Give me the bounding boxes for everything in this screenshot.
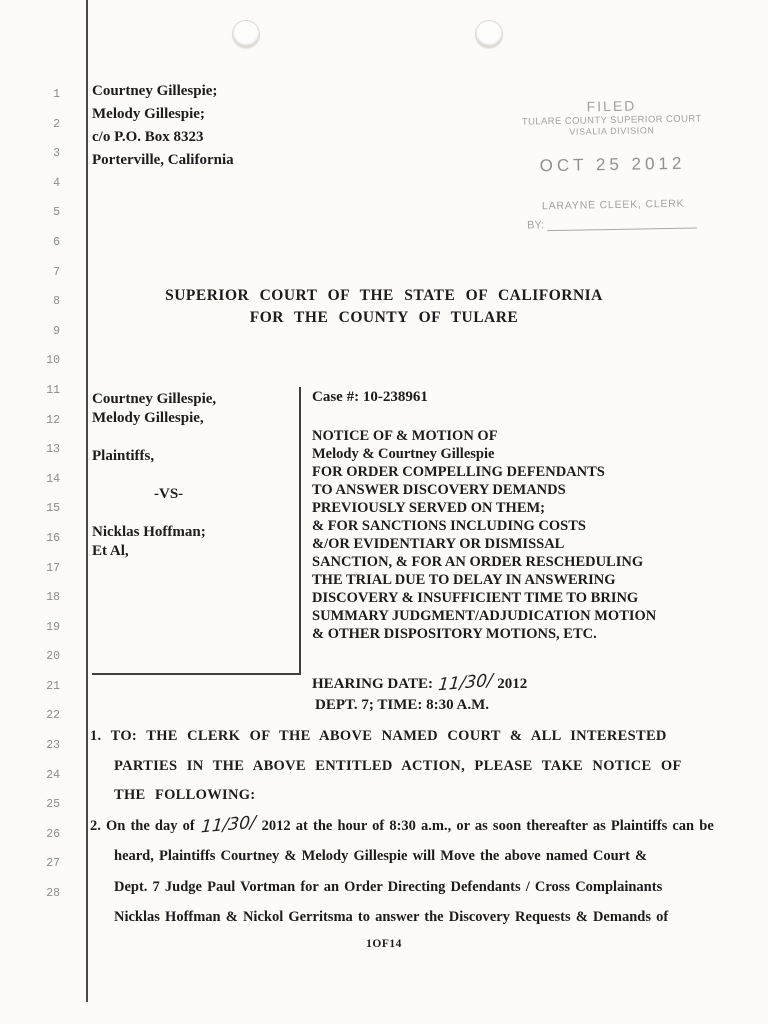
motion-title-line: Melody & Courtney Gillespie	[312, 446, 495, 462]
line-number: 21	[46, 679, 60, 693]
line-number: 9	[53, 324, 60, 338]
stamp-division: VISALIA DIVISION	[569, 125, 655, 137]
plaintiff-name: Courtney Gillespie,	[92, 391, 217, 407]
plaintiffs-label: Plaintiffs,	[92, 448, 155, 464]
line-number: 11	[46, 383, 60, 397]
p2-prefix: 2. On the day of	[90, 818, 195, 834]
line-number: 8	[53, 295, 60, 309]
hearing-date-label: HEARING DATE:	[312, 676, 433, 692]
court-title-line1: SUPERIOR COURT OF THE STATE OF CALIFORNIA	[165, 287, 603, 304]
notice-line	[90, 810, 738, 841]
line-number: 15	[46, 502, 60, 516]
address-line: Porterville, California	[92, 152, 234, 168]
stamp-by-row	[501, 216, 726, 232]
court-title-line2: FOR THE COUNTY OF TULARE	[249, 309, 519, 326]
motion-title-line: SANCTION, & FOR AN ORDER RESCHEDULING	[312, 554, 644, 570]
hearing-info	[312, 670, 528, 716]
motion-title-line: &/OR EVIDENTIARY OR DISMISSAL	[312, 536, 565, 552]
motion-title	[312, 427, 742, 643]
notice-line: 1. TO: THE CLERK OF THE ABOVE NAMED COURT & ALL INTERESTED	[90, 728, 667, 744]
motion-title-line: PREVIOUSLY SERVED ON THEM;	[312, 500, 546, 516]
line-number: 23	[46, 739, 60, 753]
address-line: c/o P.O. Box 8323	[92, 129, 204, 145]
motion-title-line: DISCOVERY & INSUFFICIENT TIME TO BRING	[312, 590, 639, 606]
defendant-names	[92, 523, 216, 561]
court-title	[0, 285, 768, 329]
hearing-dept-time-line: DEPT. 7; TIME: 8:30 A.M.	[315, 697, 490, 713]
line-number: 25	[46, 798, 60, 812]
p2-date-handwritten: 11/30/	[200, 812, 257, 838]
case-number: Case #: 10-238961	[312, 389, 428, 405]
pleading-margin-rule	[86, 0, 88, 1002]
line-number: 27	[46, 857, 60, 871]
pleading-line-numbers	[0, 80, 74, 909]
line-number: 14	[46, 472, 60, 486]
plaintiff-names	[92, 390, 216, 428]
address-line: Courtney Gillespie;	[92, 83, 218, 99]
stamp-filed-label: FILED	[586, 97, 637, 115]
page-number-footer: 1OF14	[366, 938, 402, 950]
caption-vertical-divider	[299, 387, 301, 675]
caption-spacer	[92, 504, 216, 523]
stamp-by-signature-line	[547, 218, 697, 232]
motion-title-line: SUMMARY JUDGMENT/ADJUDICATION MOTION	[312, 608, 657, 624]
motion-title-line: FOR ORDER COMPELLING DEFENDANTS	[312, 464, 605, 480]
notice-line: THE FOLLOWING:	[114, 787, 256, 804]
stamp-filed-date: OCT 25 2012	[539, 153, 686, 176]
notice-line: PARTIES IN THE ABOVE ENTITLED ACTION, PLEASE TAKE NOTICE OF	[114, 757, 682, 774]
filed-stamp	[499, 96, 726, 232]
line-number: 16	[46, 531, 60, 545]
line-number: 17	[46, 561, 60, 575]
notice-line: Dept. 7 Judge Paul Vortman for an Order Directing Defendants / Cross Complainants	[114, 878, 663, 895]
defendant-name: Et Al,	[92, 543, 129, 559]
line-number: 6	[53, 235, 60, 249]
line-number: 1	[53, 88, 60, 101]
line-number: 3	[53, 147, 60, 161]
motion-title-line: TO ANSWER DISCOVERY DEMANDS	[312, 482, 566, 498]
defendant-name: Nicklas Hoffman;	[92, 524, 206, 540]
line-number: 26	[46, 827, 60, 841]
plaintiff-name: Melody Gillespie,	[92, 410, 204, 426]
line-number: 28	[46, 887, 60, 901]
versus-label: -VS-	[154, 486, 184, 502]
motion-title-line: & OTHER DISPOSITORY MOTIONS, ETC.	[312, 626, 597, 642]
line-number: 2	[53, 117, 60, 131]
hearing-date-year: 2012	[497, 676, 528, 692]
line-number: 12	[46, 413, 60, 427]
line-number: 22	[46, 709, 60, 723]
address-line: Melody Gillespie;	[92, 106, 205, 122]
caption-spacer	[92, 466, 216, 485]
line-number: 4	[53, 176, 60, 190]
caption-case-info	[312, 389, 742, 643]
notice-line: Nicklas Hoffman & Nickol Gerritsma to answer the Discovery Requests & Demands of	[114, 909, 669, 926]
line-number: 7	[53, 265, 60, 279]
hole-punch-right	[475, 20, 503, 48]
notice-paragraph-2	[90, 810, 738, 933]
plaintiff-address-block	[92, 80, 234, 172]
stamp-court-name: TULARE COUNTY SUPERIOR COURT	[521, 113, 702, 128]
hearing-date-handwritten: 11/30/	[436, 670, 494, 696]
notice-paragraph-1	[90, 722, 738, 811]
line-number: 19	[46, 620, 60, 634]
hole-punch-left	[232, 20, 260, 48]
line-number: 13	[46, 443, 60, 457]
motion-title-line: & FOR SANCTIONS INCLUDING COSTS	[312, 518, 586, 534]
notice-line: heard, Plaintiffs Courtney & Melody Gillespie will Move the above named Court &	[114, 848, 648, 865]
hearing-date-line	[312, 670, 528, 696]
line-number: 24	[46, 768, 60, 782]
stamp-by-label: BY:	[526, 219, 545, 232]
motion-title-line: THE TRIAL DUE TO DELAY IN ANSWERING	[312, 572, 616, 588]
notice-continuation-lines	[90, 841, 738, 932]
line-number: 20	[46, 650, 60, 664]
caption-spacer	[92, 428, 216, 447]
line-number: 10	[46, 354, 60, 368]
caption-parties	[92, 390, 216, 561]
stamp-clerk-name: LARAYNE CLEEK, CLERK	[541, 197, 685, 213]
line-number: 5	[53, 206, 60, 220]
line-number: 18	[46, 591, 60, 605]
p2-suffix: 2012 at the hour of 8:30 a.m., or as soon thereafter as Plaintiffs can be	[261, 818, 714, 834]
caption-horizontal-divider	[92, 673, 301, 675]
motion-title-line: NOTICE OF & MOTION OF	[312, 428, 498, 444]
